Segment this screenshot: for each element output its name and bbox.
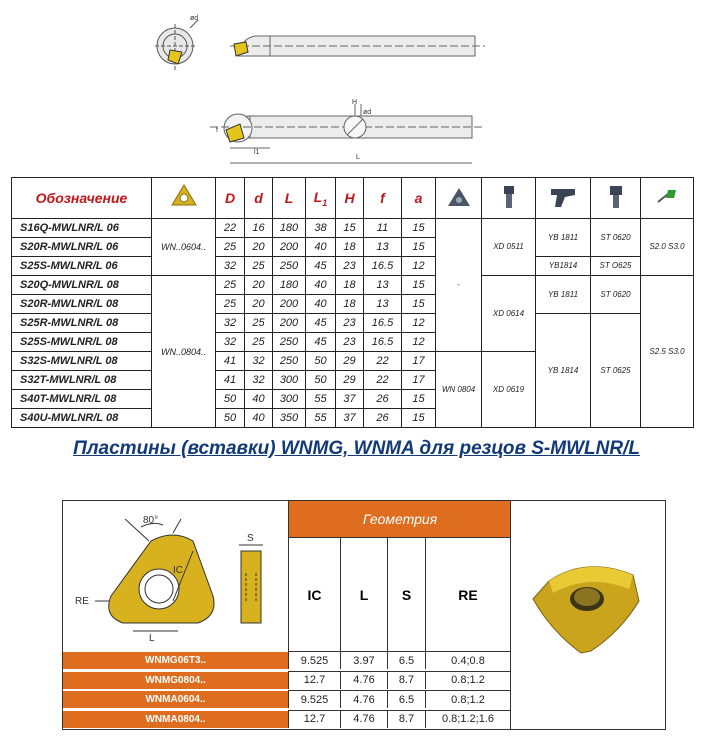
- value-d: 32: [216, 257, 245, 276]
- insert-value-s: 8.7: [387, 671, 425, 689]
- designation-cell: S32T-MWLNR/L 08: [12, 371, 152, 390]
- h-label: H: [352, 99, 358, 106]
- value-d: 25: [245, 257, 273, 276]
- designation-cell: S20Q-MWLNR/L 08: [12, 276, 152, 295]
- value-d: 20: [245, 295, 273, 314]
- f-label: f: [216, 127, 218, 134]
- value-l: 180: [273, 276, 306, 295]
- designation-cell: S16Q-MWLNR/L 06: [12, 219, 152, 238]
- insert-code: WNMG06T3..: [63, 651, 288, 669]
- re-label: RE: [75, 596, 89, 607]
- value-d: 50: [216, 409, 245, 428]
- value-l1: 55: [306, 409, 336, 428]
- boring-bar-drawing: [150, 8, 490, 173]
- insert-group-06: WN..0604..: [152, 219, 216, 276]
- wrench-s25-s30: S2.5 S3.0: [641, 276, 694, 428]
- bolt-icon: [608, 184, 624, 210]
- value-a: 15: [402, 276, 436, 295]
- value-l1: 45: [306, 314, 336, 333]
- value-a: 17: [402, 352, 436, 371]
- designation-cell: S25R-MWLNR/L 08: [12, 314, 152, 333]
- value-a: 15: [402, 295, 436, 314]
- value-f: 13: [364, 276, 402, 295]
- table-row: [12, 219, 694, 238]
- insert-value-l: 4.76: [340, 671, 387, 689]
- value-l1: 45: [306, 333, 336, 352]
- insert-value-l: 4.76: [340, 710, 387, 728]
- value-d: 20: [245, 276, 273, 295]
- bolt-st0625-d: ST 0625: [591, 314, 641, 428]
- insert-value-re: 0.4;0.8: [425, 651, 510, 669]
- value-f: 16.5: [364, 257, 402, 276]
- value-h: 23: [336, 333, 364, 352]
- value-l: 250: [273, 333, 306, 352]
- value-l: 300: [273, 371, 306, 390]
- designation-cell: S20R-MWLNR/L 06: [12, 238, 152, 257]
- bolt-st0625-b: ST O625: [591, 257, 641, 276]
- value-a: 12: [402, 257, 436, 276]
- insert-value-ic: 9.525: [288, 651, 340, 669]
- col-s: S: [387, 537, 425, 651]
- shim-none: -: [436, 219, 482, 352]
- header-D: D: [216, 178, 245, 219]
- value-h: 37: [336, 390, 364, 409]
- value-f: 26: [364, 409, 402, 428]
- insert-group-08: WN..0804..: [152, 276, 216, 428]
- s-label: S: [247, 533, 254, 544]
- value-d: 32: [216, 333, 245, 352]
- value-f: 13: [364, 295, 402, 314]
- value-h: 29: [336, 352, 364, 371]
- table-row: [12, 314, 694, 333]
- l1-label: l1: [254, 149, 260, 156]
- col-l: L: [340, 537, 387, 651]
- header-f: f: [364, 178, 402, 219]
- screw-icon: [501, 184, 517, 210]
- screw-xd0511: XD 0511: [482, 219, 536, 276]
- designation-cell: S32S-MWLNR/L 08: [12, 352, 152, 371]
- header-designation: Обозначение: [12, 178, 152, 219]
- value-l1: 40: [306, 238, 336, 257]
- value-f: 11: [364, 219, 402, 238]
- bolt-icon-cell: [591, 178, 641, 219]
- value-d: 41: [216, 371, 245, 390]
- insert-value-re: 0.8;1.2;1.6: [425, 710, 510, 728]
- clamp-yb1814-b: YB1814: [536, 257, 591, 276]
- screw-icon-cell: [482, 178, 536, 219]
- value-d: 25: [245, 333, 273, 352]
- screw-xd0614: XD 0614: [482, 276, 536, 352]
- insert-value-re: 0.8;1.2: [425, 690, 510, 708]
- designation-cell: S40U-MWLNR/L 08: [12, 409, 152, 428]
- value-d: 22: [216, 219, 245, 238]
- table-row: [12, 257, 694, 276]
- clamp-icon: [549, 185, 577, 209]
- clamp-yb1811-a: YB 1811: [536, 219, 591, 257]
- geometry-header: Геометрия: [288, 501, 511, 537]
- bolt-st0620-a: ST 0620: [591, 219, 641, 257]
- value-l: 200: [273, 314, 306, 333]
- insert-value-s: 6.5: [387, 651, 425, 669]
- value-d: 25: [245, 314, 273, 333]
- insert-code: WNMA0604..: [63, 690, 288, 708]
- value-a: 15: [402, 219, 436, 238]
- value-h: 18: [336, 295, 364, 314]
- value-l1: 50: [306, 352, 336, 371]
- header-L1-sub: 1: [322, 197, 328, 208]
- insert-code: WNMA0804..: [63, 710, 288, 728]
- value-d: 40: [245, 390, 273, 409]
- wrench-icon-cell: [641, 178, 694, 219]
- value-f: 22: [364, 352, 402, 371]
- header-L: L: [273, 178, 306, 219]
- l-label: L: [356, 154, 360, 161]
- value-h: 18: [336, 276, 364, 295]
- wrench-icon: [656, 188, 678, 206]
- clamp-yb1811-c: YB 1811: [536, 276, 591, 314]
- d-top-label: ød: [190, 15, 199, 22]
- value-f: 13: [364, 238, 402, 257]
- insert-drawing: [63, 501, 288, 651]
- shim-icon: [446, 186, 472, 208]
- value-d: 41: [216, 352, 245, 371]
- d-label: ød: [363, 109, 372, 116]
- clamp-icon-cell: [536, 178, 591, 219]
- value-d: 40: [245, 409, 273, 428]
- value-h: 37: [336, 409, 364, 428]
- value-a: 15: [402, 238, 436, 257]
- value-a: 17: [402, 371, 436, 390]
- designation-cell: S25S-MWLNR/L 06: [12, 257, 152, 276]
- insert-value-ic: 9.525: [288, 690, 340, 708]
- value-l1: 40: [306, 295, 336, 314]
- insert-value-s: 6.5: [387, 690, 425, 708]
- value-a: 15: [402, 390, 436, 409]
- value-l1: 45: [306, 257, 336, 276]
- value-l: 200: [273, 238, 306, 257]
- value-l1: 38: [306, 219, 336, 238]
- header-d: d: [245, 178, 273, 219]
- insert-value-ic: 12.7: [288, 671, 340, 689]
- designation-cell: S40T-MWLNR/L 08: [12, 390, 152, 409]
- value-h: 23: [336, 257, 364, 276]
- header-a: a: [402, 178, 436, 219]
- header-L1: [306, 178, 336, 219]
- insert-icon: [170, 183, 198, 211]
- value-l1: 50: [306, 371, 336, 390]
- value-d: 25: [216, 276, 245, 295]
- table-row: [12, 276, 694, 295]
- value-d: 20: [245, 238, 273, 257]
- value-a: 15: [402, 409, 436, 428]
- insert-value-re: 0.8;1.2: [425, 671, 510, 689]
- designation-cell: S25S-MWLNR/L 08: [12, 333, 152, 352]
- insert-value-l: 3.97: [340, 651, 387, 669]
- value-f: 26: [364, 390, 402, 409]
- l-dim-label: L: [149, 633, 155, 644]
- shim-wn0804: WN 0804: [436, 352, 482, 428]
- value-d: 32: [245, 352, 273, 371]
- section-title: Пластины (вставки) WNMG, WNMA для резцов S-MWLNR/L: [73, 438, 640, 459]
- value-f: 16.5: [364, 333, 402, 352]
- header-L1-main: L: [313, 188, 323, 205]
- value-d: 16: [245, 219, 273, 238]
- value-d: 25: [216, 295, 245, 314]
- value-f: 16.5: [364, 314, 402, 333]
- value-a: 12: [402, 314, 436, 333]
- clamp-yb1814-d: YB 1814: [536, 314, 591, 428]
- value-h: 29: [336, 371, 364, 390]
- value-l: 250: [273, 352, 306, 371]
- insert-value-l: 4.76: [340, 690, 387, 708]
- value-a: 12: [402, 333, 436, 352]
- col-re: RE: [425, 537, 510, 651]
- value-h: 15: [336, 219, 364, 238]
- value-d: 32: [216, 314, 245, 333]
- value-h: 18: [336, 238, 364, 257]
- insert-icon-cell: [152, 178, 216, 219]
- angle-label: 80°: [143, 515, 159, 526]
- insert-value-s: 8.7: [387, 710, 425, 728]
- shim-icon-cell: [436, 178, 482, 219]
- value-l: 250: [273, 257, 306, 276]
- insert-photo: [510, 501, 666, 729]
- header-H: H: [336, 178, 364, 219]
- ic-label: IC: [173, 565, 183, 576]
- value-l1: 55: [306, 390, 336, 409]
- value-d: 32: [245, 371, 273, 390]
- value-l: 300: [273, 390, 306, 409]
- designation-cell: S20R-MWLNR/L 08: [12, 295, 152, 314]
- value-l: 200: [273, 295, 306, 314]
- value-l: 350: [273, 409, 306, 428]
- value-f: 22: [364, 371, 402, 390]
- insert-code: WNMG0804..: [63, 671, 288, 689]
- bolt-st0620-c: ST 0620: [591, 276, 641, 314]
- wrench-s20-s30: S2.0 S3.0: [641, 219, 694, 276]
- value-l1: 40: [306, 276, 336, 295]
- insert-value-ic: 12.7: [288, 710, 340, 728]
- spec-table: [11, 177, 694, 428]
- value-h: 23: [336, 314, 364, 333]
- value-d: 50: [216, 390, 245, 409]
- value-l: 180: [273, 219, 306, 238]
- value-d: 25: [216, 238, 245, 257]
- col-ic: IC: [288, 537, 340, 651]
- screw-xd0619: XD 0619: [482, 352, 536, 428]
